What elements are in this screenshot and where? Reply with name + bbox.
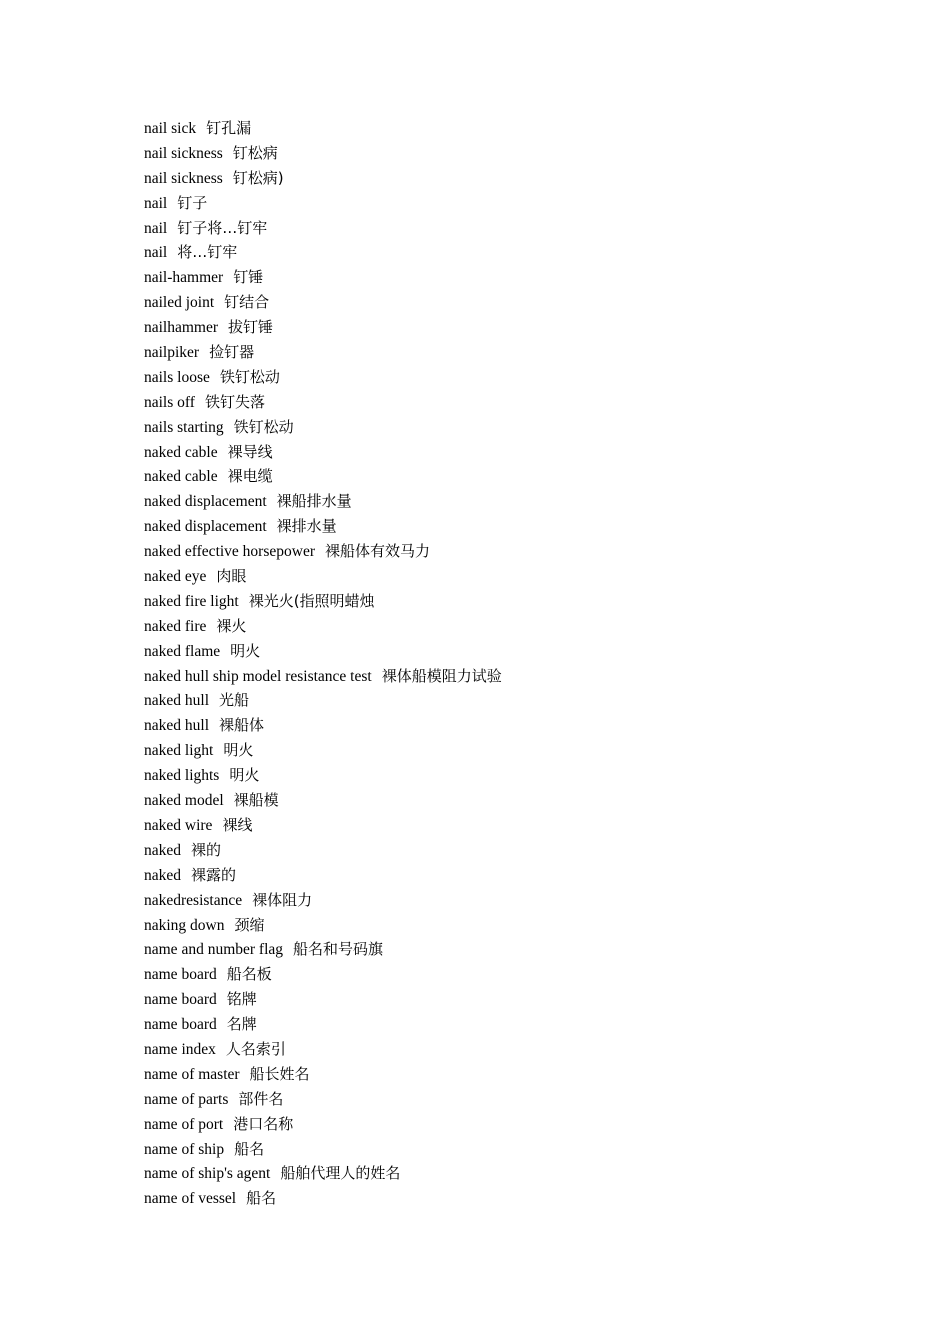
entry-term: nail sick	[144, 120, 197, 137]
glossary-entry	[144, 614, 502, 639]
glossary-entry	[144, 888, 502, 913]
glossary-entry	[144, 315, 502, 340]
entry-gloss: 船名板	[226, 965, 272, 984]
entry-gloss: 船舶代理人的姓名	[280, 1164, 401, 1183]
glossary-entry	[144, 440, 502, 465]
entry-term: naked hull	[144, 717, 209, 735]
entry-term: naked displacement	[144, 493, 267, 511]
glossary-entry	[144, 962, 502, 987]
entry-term: nails starting	[144, 418, 224, 436]
entry-gloss: 颈缩	[234, 915, 265, 934]
entry-gloss: 钉孔漏	[206, 119, 252, 137]
entry-gloss: 船名	[246, 1189, 277, 1208]
glossary-entry	[144, 390, 502, 415]
glossary-entry	[144, 564, 502, 589]
entry-term: nail sickness	[144, 169, 223, 187]
entry-gloss: 裸船模	[233, 791, 279, 810]
entry-term: naked fire	[144, 617, 207, 635]
entry-gloss: 钉子将…钉牢	[177, 218, 268, 237]
glossary-entry	[144, 639, 502, 664]
glossary-entry	[144, 464, 502, 489]
entry-gloss: 裸船体有效马力	[325, 542, 431, 561]
glossary-entry	[144, 166, 502, 191]
glossary-entry	[144, 987, 502, 1012]
glossary-entry	[144, 688, 502, 713]
entry-term: name board	[144, 1016, 217, 1034]
glossary-entry	[144, 763, 502, 788]
glossary-entry	[144, 1137, 502, 1162]
entry-term: name board	[144, 991, 217, 1009]
entry-gloss: 裸体阻力	[252, 890, 313, 909]
entry-gloss: 名牌	[226, 1015, 257, 1034]
glossary-list	[144, 116, 502, 1211]
entry-gloss: 裸线	[222, 815, 253, 834]
entry-term: nail	[144, 244, 168, 262]
entry-term: naked	[144, 866, 182, 884]
glossary-entry	[144, 365, 502, 390]
entry-term: name of master	[144, 1065, 240, 1083]
glossary-entry	[144, 265, 502, 290]
entry-gloss: 裸光火(指照明蜡烛	[248, 591, 375, 610]
entry-gloss: 铭牌	[226, 990, 257, 1009]
glossary-entry	[144, 738, 502, 763]
glossary-entry	[144, 1087, 502, 1112]
entry-gloss: 裸的	[191, 840, 222, 859]
entry-gloss: 拔钉锤	[228, 318, 274, 337]
entry-term: naked lights	[144, 767, 220, 785]
entry-gloss: 裸火	[216, 616, 247, 635]
entry-term: name board	[144, 966, 217, 984]
glossary-entry	[144, 116, 502, 141]
glossary-entry	[144, 290, 502, 315]
entry-term: name and number flag	[144, 941, 284, 959]
entry-gloss: 光船	[219, 691, 250, 710]
entry-term: name of ship	[144, 1140, 225, 1158]
glossary-entry	[144, 913, 502, 938]
entry-term: nails off	[144, 393, 195, 411]
glossary-entry	[144, 589, 502, 614]
entry-gloss: 捡钉器	[209, 343, 255, 362]
glossary-entry	[144, 340, 502, 365]
entry-term: naked eye	[144, 568, 207, 586]
entry-term: naked wire	[144, 816, 213, 834]
glossary-entry	[144, 664, 502, 689]
entry-gloss: 裸露的	[191, 865, 237, 884]
glossary-entry	[144, 788, 502, 813]
entry-gloss: 钉结合	[224, 293, 270, 312]
glossary-entry	[144, 813, 502, 838]
glossary-entry	[144, 539, 502, 564]
entry-term: nailpiker	[144, 344, 200, 362]
glossary-entry	[144, 863, 502, 888]
entry-term: naking down	[144, 916, 225, 934]
entry-term: naked hull ship model resistance test	[144, 667, 372, 685]
glossary-entry	[144, 240, 502, 265]
entry-gloss: 人名索引	[225, 1039, 286, 1058]
entry-gloss: 裸导线	[227, 442, 273, 461]
entry-gloss: 裸排水量	[276, 517, 337, 536]
glossary-entry	[144, 1186, 502, 1211]
entry-term: naked light	[144, 742, 214, 760]
entry-gloss: 裸船体	[219, 716, 265, 735]
entry-term: naked fire light	[144, 592, 239, 610]
entry-term: naked flame	[144, 642, 221, 660]
glossary-entry	[144, 1012, 502, 1037]
entry-term: nail	[144, 194, 168, 212]
entry-term: naked model	[144, 792, 224, 810]
glossary-entry	[144, 141, 502, 166]
glossary-entry	[144, 1112, 502, 1137]
entry-term: name of ship's agent	[144, 1165, 271, 1183]
entry-term: nail-hammer	[144, 269, 224, 287]
entry-term: name of vessel	[144, 1190, 237, 1208]
entry-gloss: 钉锤	[233, 268, 264, 287]
entry-term: naked	[144, 841, 182, 859]
glossary-entry	[144, 1161, 502, 1186]
entry-gloss: 船长姓名	[249, 1064, 310, 1083]
entry-term: name of parts	[144, 1090, 229, 1108]
entry-term: nailed joint	[144, 294, 215, 312]
entry-gloss: 铁钉失落	[204, 392, 265, 411]
entry-gloss: 裸体船模阻力试验	[381, 666, 502, 685]
glossary-entry	[144, 1062, 502, 1087]
entry-term: name of port	[144, 1115, 224, 1133]
glossary-entry	[144, 713, 502, 738]
entry-term: nail	[144, 219, 168, 237]
entry-gloss: 船名和号码旗	[293, 940, 384, 959]
entry-gloss: 钉子	[177, 193, 208, 212]
entry-gloss: 裸电缆	[227, 467, 273, 486]
entry-gloss: 明火	[230, 641, 261, 660]
entry-gloss: 铁钉松动	[233, 417, 294, 436]
entry-gloss: 铁钉松动	[219, 367, 280, 386]
entry-gloss: 明火	[223, 741, 254, 760]
entry-term: nailhammer	[144, 319, 219, 337]
entry-gloss: 明火	[229, 766, 260, 785]
entry-term: nail sickness	[144, 144, 223, 162]
entry-term: naked displacement	[144, 518, 267, 536]
glossary-entry	[144, 1037, 502, 1062]
entry-term: nakedresistance	[144, 891, 243, 909]
entry-gloss: 船名	[234, 1139, 265, 1158]
entry-gloss: 钉松病)	[232, 168, 284, 187]
entry-term: naked effective horsepower	[144, 543, 315, 561]
entry-term: naked cable	[144, 468, 218, 486]
entry-gloss: 肉眼	[216, 567, 247, 586]
glossary-entry	[144, 191, 502, 216]
glossary-entry	[144, 216, 502, 241]
entry-gloss: 钉松病	[232, 143, 278, 162]
glossary-entry	[144, 514, 502, 539]
entry-gloss: 将…钉牢	[177, 243, 238, 262]
glossary-entry	[144, 415, 502, 440]
glossary-entry	[144, 489, 502, 514]
entry-gloss: 部件名	[238, 1089, 284, 1108]
entry-term: naked cable	[144, 443, 218, 461]
glossary-entry	[144, 838, 502, 863]
entry-term: nails loose	[144, 368, 210, 386]
glossary-entry	[144, 937, 502, 962]
entry-term: name index	[144, 1040, 216, 1058]
entry-term: naked hull	[144, 692, 209, 710]
entry-gloss: 裸船排水量	[276, 492, 352, 511]
entry-gloss: 港口名称	[233, 1114, 294, 1133]
